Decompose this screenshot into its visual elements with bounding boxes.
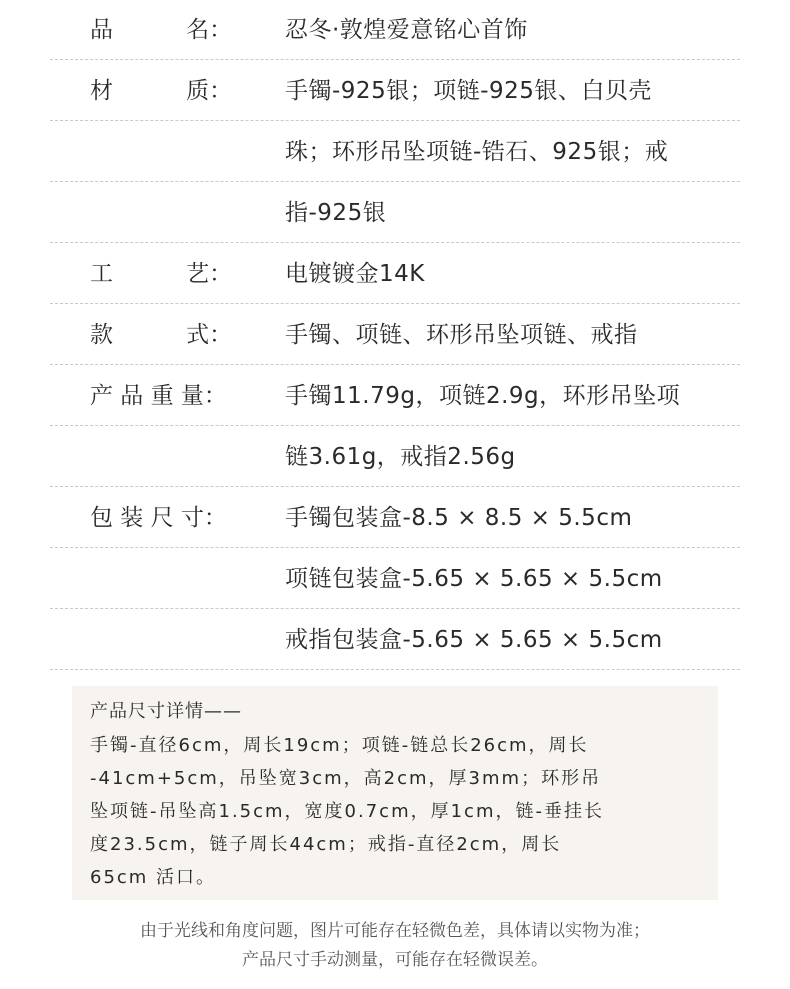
spec-row	[50, 305, 740, 365]
spec-label: 包 装 尺 寸：	[90, 505, 227, 531]
spec-row	[50, 366, 740, 426]
spec-value: 珠；环形吊坠项链-锆石、925银；戒	[285, 139, 669, 165]
spec-value: 电镀镀金14K	[285, 261, 425, 287]
disclaimer-line-2: 产品尺寸手动测量，可能存在轻微误差。	[242, 950, 548, 970]
size-detail-line: 65cm 活口。	[90, 867, 217, 888]
disclaimer-line-1: 由于光线和角度问题，图片可能存在轻微色差，具体请以实物为准；	[140, 921, 650, 941]
spec-label: 品 名：	[90, 17, 233, 43]
spec-row	[50, 183, 740, 243]
size-detail-line: -41cm+5cm，吊坠宽3cm，高2cm，厚3mm；环形吊	[90, 768, 602, 789]
spec-value: 手镯-925银；项链-925银、白贝壳	[285, 78, 652, 104]
spec-label: 材 质：	[90, 78, 233, 104]
size-detail-line: 度23.5cm，链子周长44cm；戒指-直径2cm，周长	[90, 834, 562, 855]
size-detail-title: 产品尺寸详情——	[90, 701, 242, 722]
size-detail-line: 坠项链-吊坠高1.5cm，宽度0.7cm，厚1cm，链-垂挂长	[90, 801, 604, 822]
spec-value: 指-925银	[285, 200, 387, 226]
spec-row	[50, 122, 740, 182]
spec-value: 链3.61g，戒指2.56g	[285, 444, 516, 470]
spec-label: 工 艺：	[90, 261, 233, 287]
spec-row	[50, 61, 740, 121]
spec-value: 项链包装盒-5.65 × 5.65 × 5.5cm	[285, 566, 663, 592]
spec-value: 手镯包装盒-8.5 × 8.5 × 5.5cm	[285, 505, 633, 531]
spec-row	[50, 0, 740, 60]
spec-value: 忍冬·敦煌爱意铭心首饰	[285, 17, 528, 43]
spec-row	[50, 549, 740, 609]
size-detail-box	[72, 686, 718, 900]
spec-row	[50, 427, 740, 487]
spec-row	[50, 488, 740, 548]
spec-label: 产 品 重 量：	[90, 383, 227, 409]
spec-row	[50, 244, 740, 304]
spec-label: 款 式：	[90, 322, 233, 348]
spec-row	[50, 610, 740, 670]
spec-value: 手镯、项链、环形吊坠项链、戒指	[285, 322, 638, 348]
size-detail-line: 手镯-直径6cm，周长19cm；项链-链总长26cm，周长	[90, 735, 589, 756]
spec-value: 手镯11.79g，项链2.9g，环形吊坠项	[285, 383, 681, 409]
spec-value: 戒指包装盒-5.65 × 5.65 × 5.5cm	[285, 627, 663, 653]
